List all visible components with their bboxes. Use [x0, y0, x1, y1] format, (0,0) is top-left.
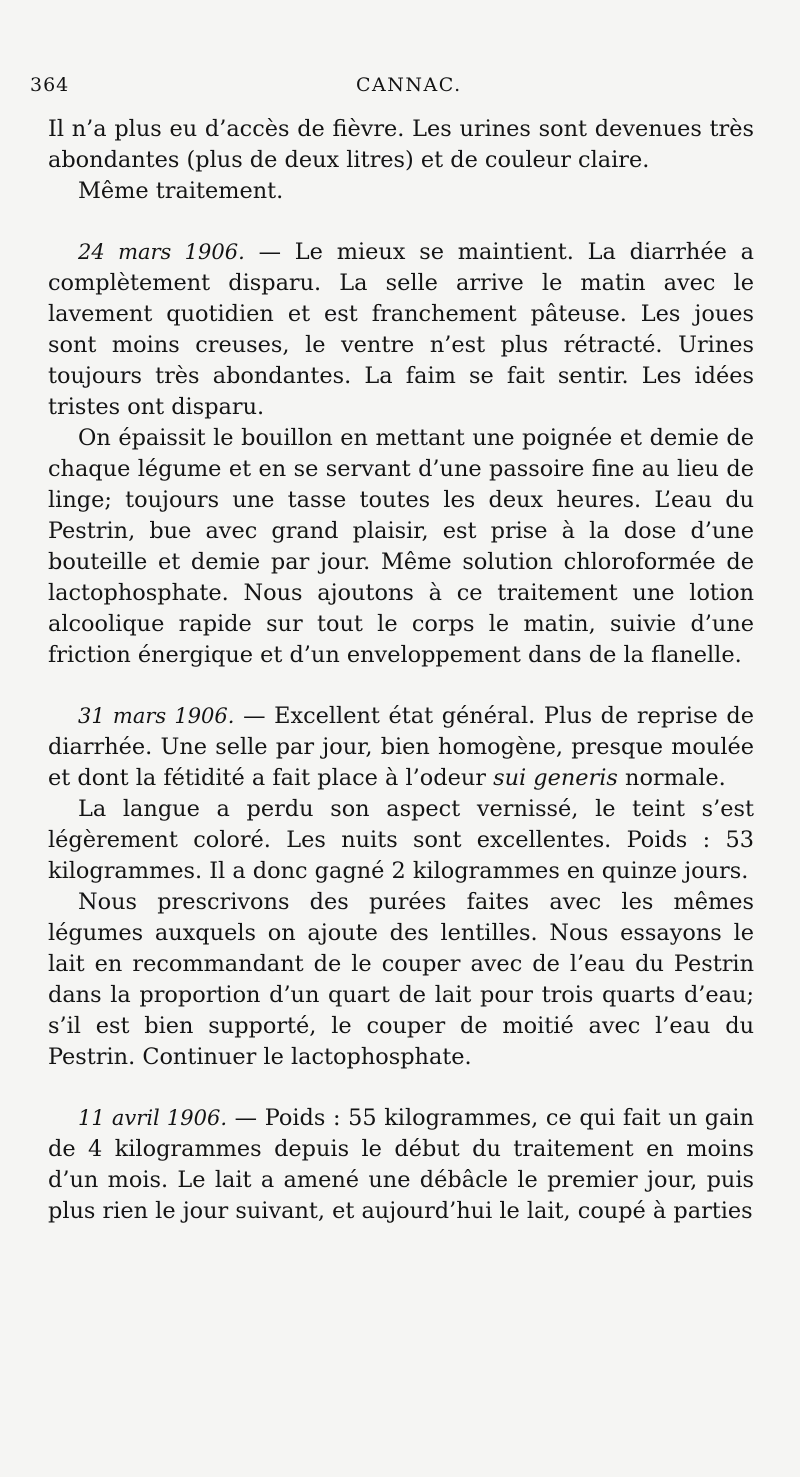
entry-11-avril — [48, 1103, 754, 1227]
paragraph-text: — Excellent état général. Plus de reprise de diarrhée. Une selle par jour, bien homogène, presque moulée et dont la fétidité a fait place à l’odeur — [48, 703, 754, 791]
paragraph-purees — [48, 887, 754, 1073]
section-gap — [48, 207, 754, 237]
paragraph-text: Il n’a plus eu d’accès de fièvre. Les urines sont devenues très abondantes (plus de deux litres) et de couleur claire. — [48, 116, 754, 173]
paragraph-text: normale. — [617, 765, 726, 791]
page-number: 364 — [30, 74, 70, 96]
paragraph-text: La langue a perdu son aspect vernissé, le teint s’est légèrement coloré. Les nuits sont excellentes. Poids : 53 kilogrammes. Il a donc gagné 2 kilogrammes en quinze jours. — [48, 796, 754, 884]
running-head: CANNAC. — [356, 74, 462, 96]
paragraph-bouillon — [48, 423, 754, 671]
paragraph-text: On épaissit le bouillon en mettant une poignée et demie de chaque légume et en se servant d’une passoire fine au lieu de linge; toujours une tasse toutes les deux heures. L’eau du Pestrin, bue avec grand plaisir, est prise à la dose d’une bouteille et demie par jour. Même solution chloroformée de lactophosphate. Nous ajoutons à ce traitement une lotion alcoolique rapide sur tout le corps le matin, suivie d’une friction énergique et d’un enveloppement dans de la flanelle. — [48, 425, 754, 668]
entry-date: 11 avril 1906. — [78, 1106, 228, 1130]
body-text — [48, 114, 754, 1227]
page-header — [30, 74, 750, 104]
section-gap — [48, 1073, 754, 1103]
entry-date: 24 mars 1906. — [78, 240, 245, 264]
entry-24-mars — [48, 237, 754, 423]
paragraph-fever — [48, 114, 754, 176]
italic-phrase: sui generis — [493, 765, 618, 791]
paragraph-text: — Le mieux se maintient. La diarrhée a complètement disparu. La selle arrive le matin avec le lavement quotidien et est franchement pâteuse. Les joues sont moins creuses, le ventre n’est plus rétracté. Urines toujours très abondantes. La faim se fait sentir. Les idées tristes ont disparu. — [48, 239, 754, 420]
paragraph-text: — Poids : 55 kilogrammes, ce qui fait un gain de 4 kilogrammes depuis le début du traitement en moins d’un mois. Le lait a amené une débâcle le premier jour, puis plus rien le jour suivant, et aujourd’hui le lait, coupé à parties — [48, 1105, 755, 1224]
section-gap — [48, 671, 754, 701]
entry-date: 31 mars 1906. — [78, 704, 235, 728]
paragraph-text: Même traitement. — [78, 178, 284, 204]
paragraph-text: Nous prescrivons des purées faites avec les mêmes légumes auxquels on ajoute des lentilles. Nous essayons le lait en recommandant de le couper avec de l’eau du Pestrin dans la proportion d’un quart de lait pour trois quarts d’eau; s’il est bien supporté, le couper de moitié avec l’eau du Pestrin. Continuer le lactophosphate. — [48, 889, 754, 1070]
paragraph-langue — [48, 794, 754, 887]
paragraph-same-treatment — [48, 176, 754, 207]
entry-31-mars — [48, 701, 754, 794]
